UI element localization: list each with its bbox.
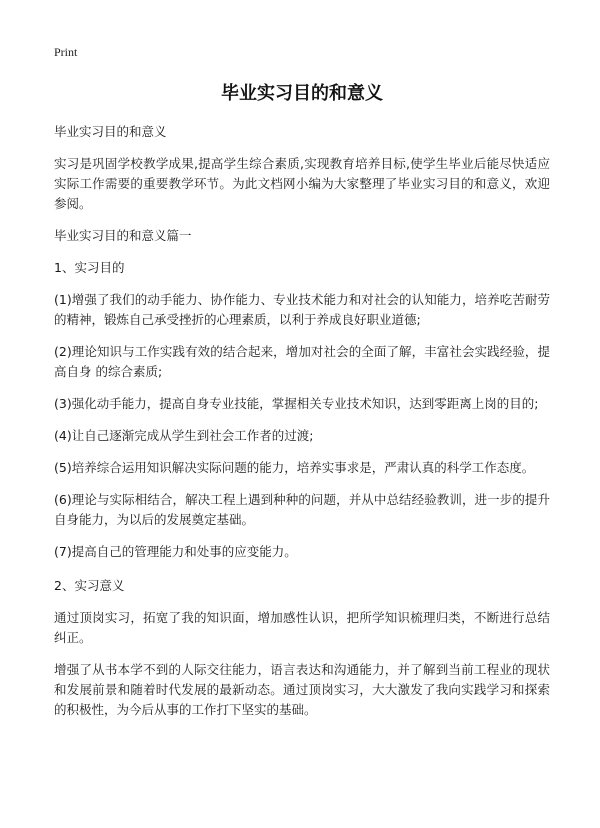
meaning-section	[54, 576, 550, 720]
purpose-item: (6)理论与实际相结合，解决工程上遇到种种的问题，并从中总结经验教训，进一步的提升自身能力，为以后的发展奠定基础。	[54, 492, 550, 527]
purpose-item: (1)增强了我们的动手能力、协作能力、专业技术能力和对社会的认知能力，培养吃苦耐劳的精神，锻炼自己承受挫折的心理素质，以利于养成良好职业道德;	[54, 292, 550, 327]
purpose-item: (4)让自己逐渐完成从学生到社会工作者的过渡;	[54, 428, 314, 443]
intro-paragraph: 实习是巩固学校教学成果,提高学生综合素质,实现教育培养目标,使学生毕业后能尽快适应实际工作需要的重要教学环节。为此文档网小编为大家整理了毕业实习目的和意义，欢迎参阅。	[54, 156, 551, 211]
part-heading: 毕业实习目的和意义篇一	[54, 228, 192, 243]
purpose-section	[54, 258, 550, 562]
meaning-paragraph: 通过顶岗实习，拓宽了我的知识面，增加感性认识，把所学知识梳理归类，不断进行总结纠正。	[54, 610, 550, 645]
purpose-item: (7)提高自己的管理能力和处事的应变能力。	[54, 544, 297, 559]
purpose-item: (3)强化动手能力，提高自身专业技能，掌握相关专业技术知识，达到零距离上岗的目的;	[54, 396, 539, 411]
purpose-item: (5)培养综合运用知识解决实际问题的能力，培养实事求是，严肃认真的科学工作态度。	[54, 460, 535, 475]
meaning-paragraph: 增强了从书本学不到的人际交往能力，语言表达和沟通能力，并了解到当前工程业的现状和发展前景和随着时代发展的最新动态。通过顶岗实习，大大激发了我向实践学习和探索的积极性，为今后从事的工作打下坚实的基础。	[54, 662, 550, 717]
document-page	[54, 44, 550, 734]
purpose-heading: 1、实习目的	[54, 260, 125, 275]
document-title: 毕业实习目的和意义	[221, 83, 383, 104]
print-link[interactable]: Print	[54, 45, 78, 59]
meaning-heading: 2、实习意义	[54, 578, 125, 593]
purpose-item: (2)理论知识与工作实践有效的结合起来，增加对社会的全面了解，丰富社会实践经验，提高自身 的综合素质;	[54, 344, 550, 379]
document-subtitle: 毕业实习目的和意义	[54, 124, 167, 139]
